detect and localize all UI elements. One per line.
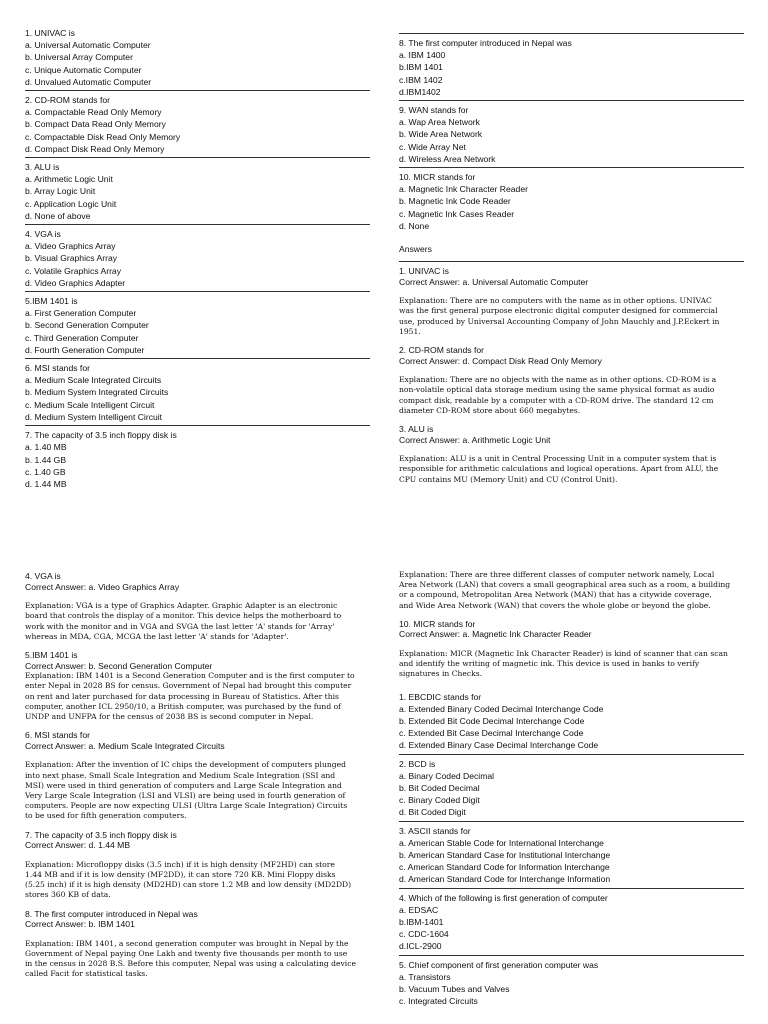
option: d. Compact Disk Read Only Memory [25, 143, 165, 154]
explanation-line: work with the monitor and in VGA and SVGA the last letter 'A' stands for 'Array' [25, 621, 335, 631]
option: b. Visual Graphics Array [25, 253, 118, 264]
option: b. American Standard Case for Institutional Interchange [399, 850, 611, 861]
explanation-line: in the census in 2028 B.S. Before this computer, Nepal was using a calculating device [25, 959, 356, 969]
explanation-line: Area Network (LAN) that covers a small geographical area such as a room, a building [399, 580, 731, 590]
option: a. Transistors [399, 971, 451, 982]
question-block [399, 955, 744, 1010]
correct-answer: Correct Answer: a. Medium Scale Integrated Circuits [25, 740, 225, 751]
option: d. American Standard Code for Interchange Information [399, 874, 611, 885]
question-text: 1. EBCDIC stands for [399, 691, 482, 702]
answer-question: 8. The first computer introduced in Nepal was [25, 908, 198, 919]
option: a. Wap Area Network [399, 117, 480, 128]
option: b. Wide Area Network [399, 129, 483, 140]
option: d. Unvalued Automatic Computer [25, 76, 152, 87]
option: c. Volatile Graphics Array [25, 265, 122, 276]
option: a. Compactable Read Only Memory [25, 107, 162, 118]
explanation-line: enter Nepal in 2028 BS for census. Government of Nepal had brought this computer [25, 681, 352, 691]
question-block [25, 224, 370, 291]
option: b. Magnetic Ink Code Reader [399, 196, 511, 207]
explanation [399, 296, 744, 337]
answer-block [399, 345, 744, 366]
option: b. 1.44 GB [25, 454, 67, 465]
answer-question: 4. VGA is [25, 571, 61, 581]
explanation-line: computer, another ICL 2950/10, a British computer, was purchased by the fund of [25, 701, 341, 711]
explanation-line: Explanation: IBM 1401 is a Second Generation Computer and is the first computer to [25, 671, 355, 681]
explanation [25, 671, 370, 722]
option: c. Application Logic Unit [25, 198, 117, 209]
question-text: 9. WAN stands for [399, 105, 469, 116]
question-text: 7. The capacity of 3.5 inch floppy disk is [25, 430, 177, 441]
explanation [25, 601, 370, 642]
left-bottom-answers [25, 571, 370, 988]
option: a. Binary Coded Decimal [399, 770, 495, 781]
explanation-line: UNDP and UNFPA for the census of 2038 BS is second computer in Nepal. [25, 712, 314, 721]
answers-heading: Answers [399, 244, 432, 255]
option: a. American Stable Code for International Interchange [399, 837, 604, 848]
option: d. Fourth Generation Computer [25, 344, 145, 355]
explanation-line: stores 360 KB of data. [25, 890, 111, 900]
question-text: 5.IBM 1401 is [25, 296, 78, 307]
option: a. EDSAC [399, 904, 439, 915]
option: b. Extended Bit Code Decimal Interchange Code [399, 716, 585, 727]
answer-question: 2. CD-ROM stands for [399, 345, 485, 356]
answer-question: 5.IBM 1401 is [25, 650, 78, 660]
explanation [399, 454, 744, 485]
question-block [399, 821, 744, 888]
option: c. Third Generation Computer [25, 332, 139, 343]
option: a. First Generation Computer [25, 308, 137, 319]
explanation-line: diameter CD-ROM store about 660 megabytes. [399, 405, 581, 415]
question-text: 3. ALU is [25, 162, 60, 173]
question-text: 4. Which of the following is first generation of computer [399, 892, 608, 903]
option: b. Bit Coded Decimal [399, 783, 480, 794]
option: c. Compactable Disk Read Only Memory [25, 131, 181, 142]
answer-question: 3. ALU is [399, 424, 434, 435]
correct-answer: Correct Answer: a. Video Graphics Array [25, 581, 180, 592]
option: a. Magnetic Ink Character Reader [399, 184, 528, 195]
explanation-line: Explanation: ALU is a unit in Central Processing Unit in a computer system that is [399, 454, 717, 464]
option: b. Medium System Integrated Circuits [25, 387, 169, 398]
explanation-line: Very Large Scale Integration (LSI and VLSI) are being used in fourth generation of [25, 791, 346, 800]
explanation-line: 1951. [399, 326, 421, 336]
explanation-line: computers. People are now expecting ULSI (Ultra Large Scale Integration) Circuits [25, 801, 348, 811]
answer-block [25, 571, 370, 592]
option: b. Vacuum Tubes and Valves [399, 984, 510, 995]
left-top-questions [25, 27, 370, 492]
question-block [399, 33, 744, 100]
question-text: 3. ASCII stands for [399, 825, 471, 836]
answer-question: 10. MICR stands for [399, 618, 476, 629]
explanation [25, 860, 370, 901]
answer-block [25, 830, 370, 851]
option: d.ICL-2900 [399, 941, 442, 952]
explanation [25, 939, 370, 980]
option: a. 1.40 MB [25, 442, 67, 453]
explanation-line: board that controls the display of a monitor. This device helps the motherboard to [25, 611, 342, 621]
option: a. IBM 1400 [399, 50, 446, 61]
question-text: 8. The first computer introduced in Nepal was [399, 38, 572, 48]
option: c. Wide Array Net [399, 141, 466, 152]
option: d. Bit Coded Digit [399, 807, 466, 818]
answer-question: 1. UNIVAC is [399, 266, 449, 277]
option: c. 1.40 GB [25, 466, 66, 477]
explanation-line: use, produced by Universal Accounting Company of John Mauchly and J.P.Eckert in [399, 316, 720, 326]
question-block [399, 167, 744, 234]
option: d. Wireless Area Network [399, 153, 496, 164]
option: a. Video Graphics Array [25, 241, 116, 252]
right-bottom-column [399, 570, 744, 1009]
explanation-line: responsible for arithmetic calculations and logical operations. Apart from ALU, the [399, 464, 719, 474]
question-block [399, 688, 744, 754]
correct-answer: Correct Answer: a. Arithmetic Logic Unit [399, 434, 551, 445]
option: b.IBM-1401 [399, 917, 444, 928]
option: c. Integrated Circuits [399, 996, 478, 1007]
explanation-line: signatures in Checks. [399, 669, 483, 679]
explanation-line: on rent and later purchased for data processing in Bureau of Statistics. After this [25, 691, 339, 701]
answer-block [25, 650, 370, 671]
question-text: 2. BCD is [399, 758, 436, 769]
answer-block [25, 730, 370, 751]
option: a. Extended Binary Coded Decimal Interchange Code [399, 703, 604, 714]
option: d.IBM1402 [399, 86, 441, 97]
option: a. Universal Automatic Computer [25, 40, 151, 51]
explanation-line: Explanation: After the invention of IC chips the development of computers plunged [25, 760, 346, 770]
right-top-column [399, 33, 744, 493]
option: b. Universal Array Computer [25, 52, 133, 63]
question-text: 1. UNIVAC is [25, 28, 75, 38]
question-block [25, 157, 370, 224]
option: c. Unique Automatic Computer [25, 64, 142, 75]
option: c. American Standard Code for Information Interchange [399, 862, 610, 873]
question-text: 2. CD-ROM stands for [25, 95, 111, 106]
option: d. None [399, 220, 430, 231]
option: c. Medium Scale Intelligent Circuit [25, 399, 155, 410]
option: c. Extended Bit Case Decimal Interchange Code [399, 728, 584, 739]
answer-block [399, 424, 744, 445]
explanation-line: Explanation: There are three different classes of computer network namely, Local [399, 570, 715, 579]
answer-block [25, 909, 370, 930]
option: c. Magnetic Ink Cases Reader [399, 208, 515, 219]
correct-answer: Correct Answer: b. Second Generation Computer [25, 660, 213, 671]
answer-question: 6. MSI stands for [25, 730, 90, 741]
explanation-line: non-volatile optical data storage medium using the same physical format as audio [399, 385, 715, 395]
question-block [25, 27, 370, 90]
explanation-line: Explanation: Microfloppy disks (3.5 inch) if it is high density (MF2HD) can store [25, 859, 335, 869]
option: c. Binary Coded Digit [399, 795, 480, 806]
explanation-line: was the first general purpose electronic digital computer designed for commercial [399, 306, 718, 316]
explanation-line: to be used for fifth generation computers. [25, 811, 187, 821]
answer-block [399, 619, 744, 640]
explanation-line: CPU contains MU (Memory Unit) and CU (Control Unit). [399, 474, 618, 484]
option: d. None of above [25, 210, 91, 221]
option: d. Video Graphics Adapter [25, 277, 126, 288]
answer-question: 7. The capacity of 3.5 inch floppy disk is [25, 829, 177, 840]
question-block [25, 90, 370, 157]
option: b. Second Generation Computer [25, 320, 149, 331]
answer-block [399, 261, 744, 287]
correct-answer: Correct Answer: a. Magnetic Ink Character Reader [399, 629, 592, 640]
explanation-line: and Wide Area Network (WAN) that covers the whole globe or beyond the globe. [399, 600, 711, 610]
explanation-line: Explanation: There are no computers with the name as in other options. UNIVAC [399, 296, 712, 306]
explanation [399, 649, 744, 680]
explanation-line: Explanation: VGA is a type of Graphics Adapter. Graphic Adapter is an electronic [25, 601, 338, 611]
question-block [399, 100, 744, 167]
option: c.IBM 1402 [399, 74, 443, 85]
question-block [25, 358, 370, 425]
option: d. Extended Binary Case Decimal Interchange Code [399, 740, 599, 751]
explanation-line: or a compound, Metropolitan Area Network (MAN) that has a citywide coverage, [399, 590, 712, 600]
explanation-line: into next phase. Small Scale Integration and Medium Scale Integration (SSI and [25, 770, 336, 780]
correct-answer: Correct Answer: b. IBM 1401 [25, 919, 135, 930]
option: b. Compact Data Read Only Memory [25, 119, 166, 130]
question-text: 5. Chief component of first generation computer was [399, 959, 599, 970]
explanation-line: called Facit for statistical tasks. [25, 969, 148, 979]
explanation-line: (5.25 inch) if it is high density (MD2HD) can store 1.2 MB and low density (MD2DD) [25, 880, 352, 890]
option: d. 1.44 MB [25, 478, 67, 489]
question-text: 6. MSI stands for [25, 363, 90, 374]
correct-answer: Correct Answer: a. Universal Automatic Computer [399, 276, 589, 287]
explanation-line: Explanation: MICR (Magnetic Ink Character Reader) is kind of scanner that can scan [399, 649, 728, 658]
explanation-line: and identify the writing of magnetic ink. This device is used in banks to verify [399, 659, 700, 669]
option: b.IBM 1401 [399, 62, 443, 73]
question-text: 4. VGA is [25, 229, 61, 240]
option: a. Arithmetic Logic Unit [25, 174, 113, 185]
option: b. Array Logic Unit [25, 186, 96, 197]
explanation [399, 570, 744, 611]
question-block [25, 425, 370, 492]
question-block [399, 888, 744, 955]
explanation-line: Explanation: There are no objects with the name as in other options. CD-ROM is a [399, 375, 717, 385]
explanation-line: compact disk, readable by a computer with a CD-ROM drive. The standard 12 cm [399, 395, 714, 405]
option: d. Medium System Intelligent Circuit [25, 411, 163, 422]
correct-answer: Correct Answer: d. Compact Disk Read Only Memory [399, 355, 602, 366]
explanation-line: Explanation: IBM 1401, a second generation computer was brought in Nepal by the [25, 938, 349, 948]
option: c. CDC-1604 [399, 929, 449, 940]
question-text: 10. MICR stands for [399, 172, 476, 183]
explanation [25, 760, 370, 821]
explanation-line: 1.44 MB and if it is low density (MF2DD), it can store 720 KB. Mini Floppy disks [25, 870, 336, 879]
explanation-line: whereas in MDA, CGA, MCGA the last letter 'A' stands for 'Adapter'. [25, 631, 289, 641]
question-block [25, 291, 370, 358]
explanation-line: Government of Nepal paying One Lakh and twenty five thousands per month to use [25, 949, 348, 958]
explanation [399, 375, 744, 416]
option: a. Medium Scale Integrated Circuits [25, 375, 162, 386]
explanation-line: MSI) were used in third generation of computers and Large Scale Integration and [25, 780, 342, 790]
correct-answer: Correct Answer: d. 1.44 MB [25, 840, 131, 851]
question-block [399, 754, 744, 821]
